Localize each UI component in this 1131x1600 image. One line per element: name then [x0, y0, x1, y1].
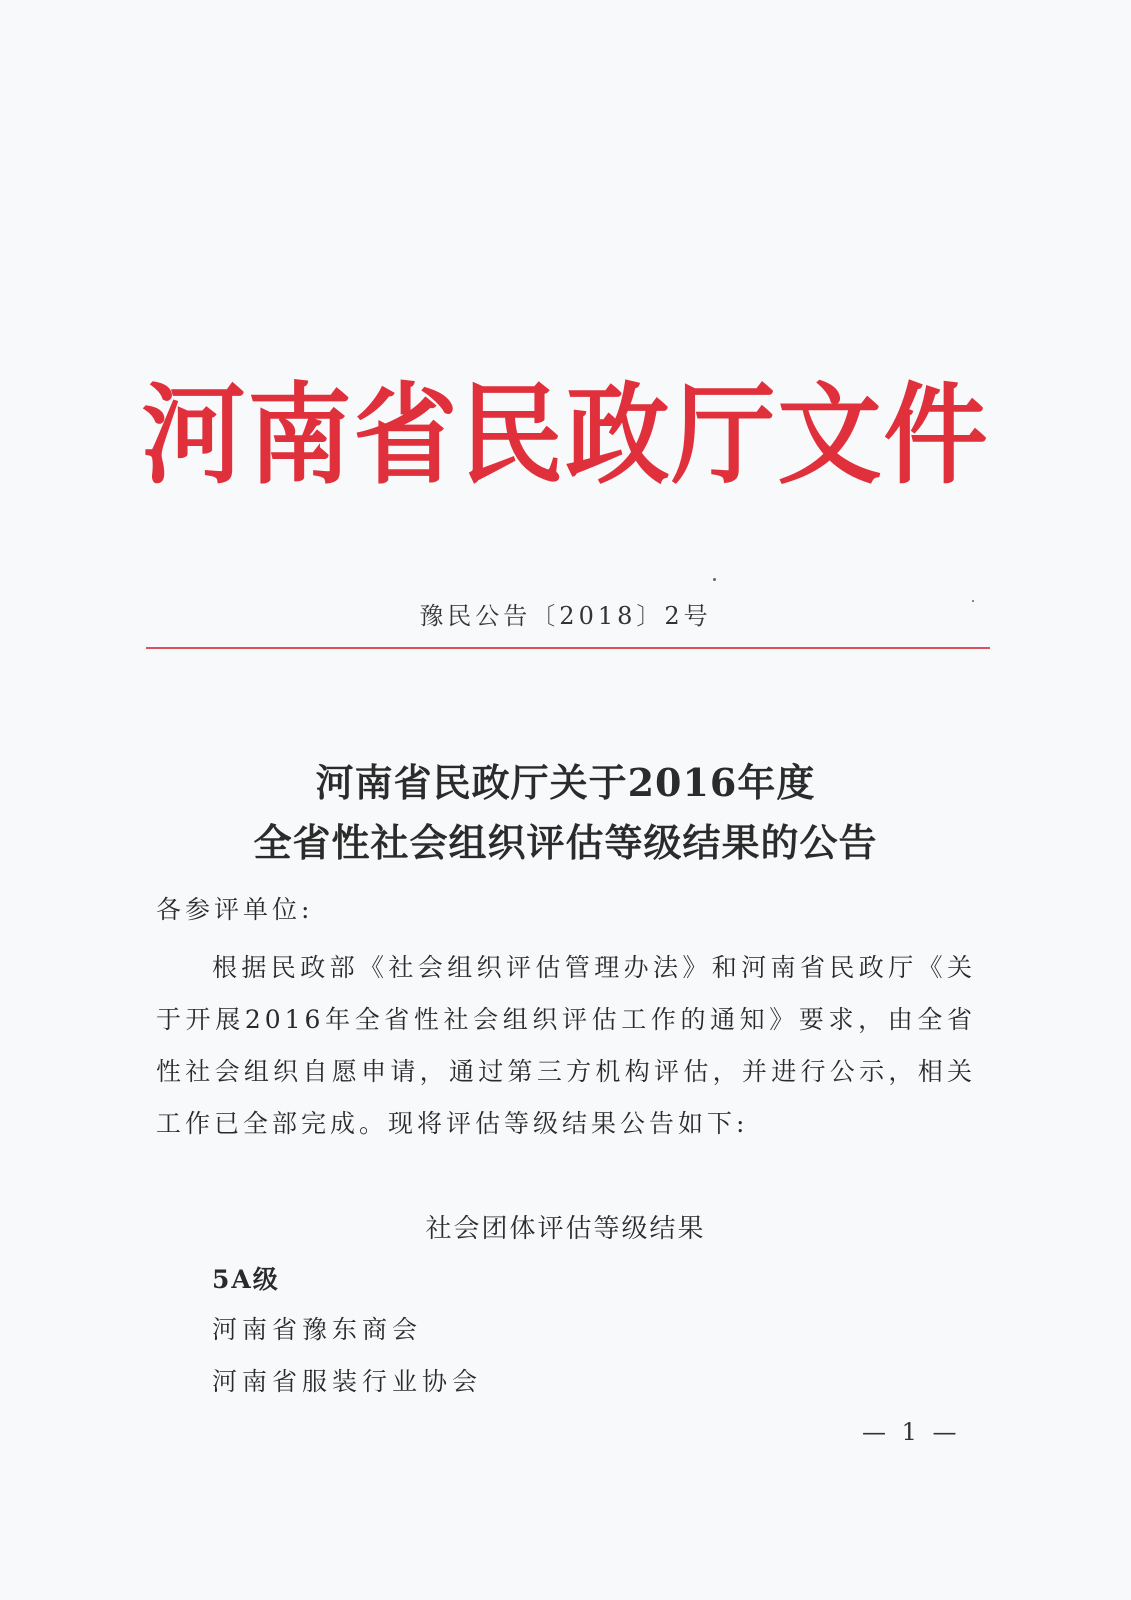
page-number: — 1 — [862, 1418, 961, 1446]
scan-speck [713, 578, 716, 581]
red-divider-line [146, 647, 990, 649]
organization-item: 河南省服装行业协会 [212, 1367, 483, 1396]
masthead-title: 河南省民政厅文件 [141, 369, 990, 500]
organization-item: 河南省豫东商会 [212, 1315, 423, 1344]
notice-title-line-2: 全省性社会组织评估等级结果的公告 [253, 820, 878, 865]
salutation: 各参评单位: [156, 895, 314, 924]
notice-title-line-1: 河南省民政厅关于2016年度 [315, 760, 816, 805]
grade-label: 5A级 [212, 1265, 280, 1294]
results-section-heading: 社会团体评估等级结果 [425, 1214, 706, 1244]
scan-speck [972, 600, 974, 602]
body-paragraph: 根据民政部《社会组织评估管理办法》和河南省民政厅《关于开展2016年全省性社会组织评估工作的通知》要求，由全省性社会组织自愿申请，通过第三方机构评估，并进行公示，相关工作已全部完成。现将评估等级结果公告如下: [156, 953, 976, 1138]
document-number: 豫民公告〔2018〕2号 [419, 602, 712, 630]
